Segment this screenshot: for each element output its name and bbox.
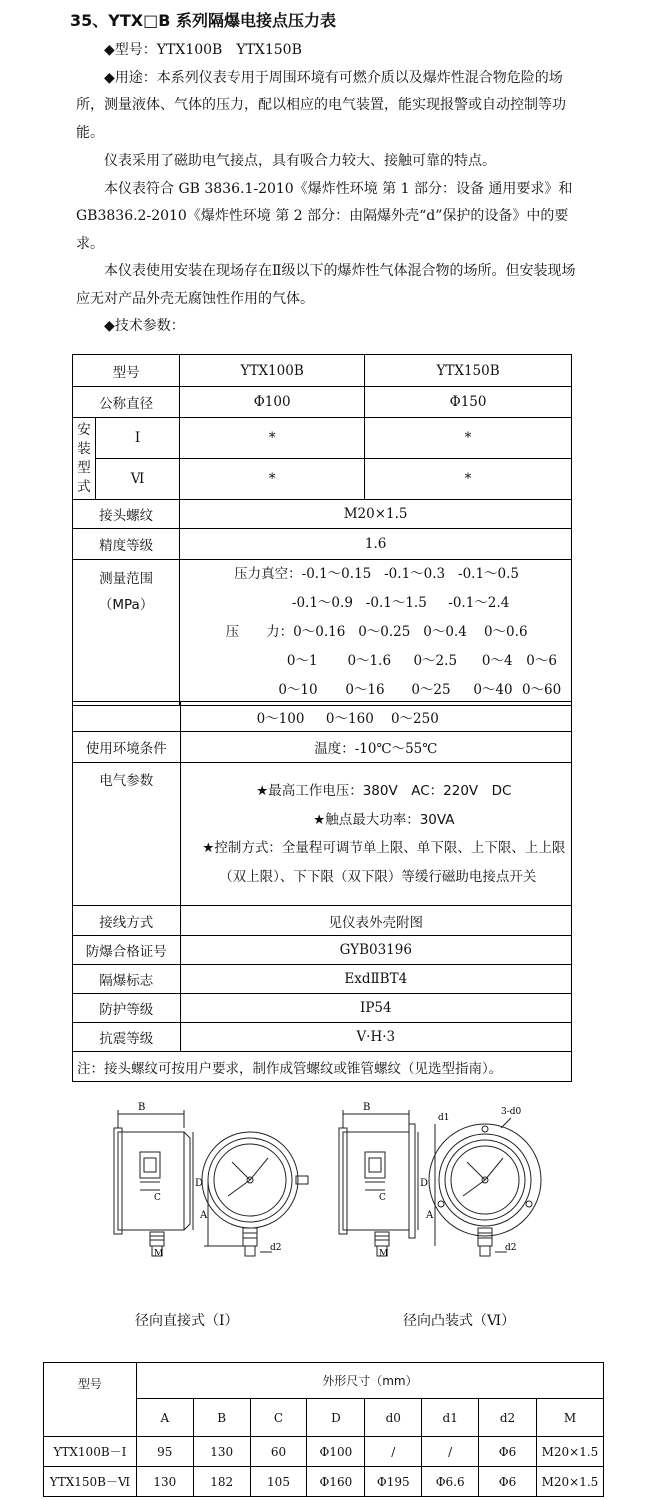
elec-voltage: ★最高工作电压：380V AC：220V DC <box>256 783 512 799</box>
table-row <box>44 1363 604 1399</box>
junction-box <box>140 1152 160 1178</box>
range-p-row-3: 0～10 0～16 0～25 0～40 0～60 <box>278 682 562 698</box>
table-row <box>73 994 572 1023</box>
range-p-row-2: 0～1 0～1.6 0～2.5 0～4 0～6 <box>286 653 557 669</box>
model-1: YTX100B <box>180 355 365 387</box>
range-vac-row-2: -0.1～0.9 -0.1～1.5 -0.1～2.4 <box>291 595 510 611</box>
label-m: M <box>154 1249 164 1259</box>
table-row <box>73 906 572 936</box>
shock-value: V·H·3 <box>180 1023 571 1052</box>
dim-header: d1 <box>422 1399 479 1437</box>
dim-row-model: YTX150B－Ⅵ <box>44 1467 137 1497</box>
label-d2: d2 <box>270 1243 282 1253</box>
shock-label: 抗震等级 <box>73 1023 181 1052</box>
env-label: 使用环境条件 <box>73 732 181 763</box>
dim-header: B <box>193 1399 250 1437</box>
diameter-label: 公称直径 <box>73 387 180 418</box>
thread-value: M20×1.5 <box>180 500 572 529</box>
front-socket <box>478 1228 492 1246</box>
table-row <box>73 732 572 763</box>
caption-radial-flange: 径向凸装式（Ⅵ） <box>403 1313 516 1329</box>
side-body <box>343 1132 409 1230</box>
feature-paragraph: 仪表采用了磁助电气接点，具有吸合力较大、接触可靠的特点。 <box>104 153 496 169</box>
ip-value: IP54 <box>180 994 571 1023</box>
thread-label: 接头螺纹 <box>73 500 180 529</box>
table-row: YTX150B－Ⅵ 130 182 105 Φ160 Φ195 Φ6.6 Φ6 M20×1.5 <box>44 1467 604 1497</box>
label-m: M <box>379 1249 389 1259</box>
dim-header: d2 <box>479 1399 537 1437</box>
dimension-table <box>43 1362 604 1497</box>
mount-values-2: * * <box>365 418 572 500</box>
table-row <box>73 702 572 732</box>
dim-header: A <box>136 1399 193 1437</box>
label-3d0: 3-d0 <box>501 1107 522 1117</box>
table-row <box>73 500 572 529</box>
application-paragraph: 本仪表使用安装在现场存在Ⅱ级以下的爆炸性气体混合物的场所。但安装现场应无对产品外壳无腐蚀性作用的气体。 <box>76 263 576 307</box>
table-row <box>73 936 572 965</box>
diameter-1: Φ100 <box>180 387 365 418</box>
ip-label: 防护等级 <box>73 994 181 1023</box>
front-socket <box>243 1228 257 1246</box>
spec-note: 注：接头螺纹可按用户要求，制作成管螺纹或锥管螺纹（见选型指南）。 <box>73 1052 572 1082</box>
dim-header: M <box>536 1399 603 1437</box>
range-vac-row-1: 压力真空：-0.1～0.15 -0.1～0.3 -0.1～0.5 <box>234 566 520 582</box>
table-row: YTX100B－Ⅰ 95 130 60 Φ100 / / Φ6 M20×1.5 <box>44 1437 604 1467</box>
dim-row-model: YTX100B－Ⅰ <box>44 1437 137 1467</box>
tech-label: ◆技术参数： <box>104 318 185 334</box>
caption-radial-direct: 径向直接式（Ⅰ） <box>135 1313 239 1329</box>
range-label-cell <box>73 560 180 706</box>
label-a: A <box>200 1210 208 1221</box>
figure-radial-direct <box>100 1100 320 1260</box>
spec-table-1 <box>72 354 572 706</box>
label-d: D <box>420 1178 429 1189</box>
dim-model-label: 型号 <box>44 1363 137 1437</box>
model-line: ◆型号：YTX100B YTX150B <box>104 42 302 58</box>
mount-values-1: * * <box>180 418 365 500</box>
range-values <box>180 560 572 706</box>
junction-box <box>365 1152 385 1178</box>
mount-type-2: Ⅵ <box>130 471 145 487</box>
range-continued: 0～100 0～160 0～250 <box>180 702 571 732</box>
figure-radial-flange <box>325 1100 550 1260</box>
table-row <box>73 387 572 418</box>
table-row <box>73 418 572 500</box>
label-a: A <box>426 1210 434 1221</box>
model-label: 型号 <box>73 355 180 387</box>
table-row <box>73 560 572 706</box>
mount-flange <box>409 1124 415 1238</box>
label-d: D <box>195 1178 204 1189</box>
mount-type-1: Ⅰ <box>96 418 179 459</box>
label-c: C <box>154 1193 161 1203</box>
exmark-label: 隔爆标志 <box>73 965 181 994</box>
intro-text <box>76 37 576 341</box>
model-2: YTX150B <box>365 355 572 387</box>
table-row <box>73 763 572 906</box>
elec-label: 电气参数 <box>73 763 181 906</box>
label-b: B <box>138 1102 146 1113</box>
elec-control: ★控制方式：全量程可调节单上限、单下限、上下限、上上限（双上限）、下下限（双下限）等缓行磁助电接点开关 <box>202 840 566 885</box>
elec-power: ★触点最大功率：30VA <box>313 811 455 828</box>
wiring-value: 见仪表外壳附图 <box>180 906 571 936</box>
table-row <box>73 355 572 387</box>
wiring-label: 接线方式 <box>73 906 181 936</box>
table-row <box>73 1023 572 1052</box>
page-title: 35、YTX□B 系列隔爆电接点压力表 <box>70 11 336 30</box>
side-body <box>118 1132 184 1230</box>
env-value: 温度：-10℃～55℃ <box>180 732 571 763</box>
dim-header: C <box>250 1399 307 1437</box>
side-socket <box>150 1232 164 1246</box>
table-row <box>73 965 572 994</box>
diameter-2: Φ150 <box>365 387 572 418</box>
spec-table-2 <box>72 701 572 1082</box>
range-unit: （MPa） <box>98 597 154 613</box>
usage-paragraph: ◆用途：本系列仪表专用于周围环境有可燃介质以及爆炸性混合物危险的场所，测量液体、气体的压力，配以相应的电气装置，能实现报警或自动控制等功能。 <box>76 69 566 141</box>
table-row <box>73 529 572 560</box>
cert-label: 防爆合格证号 <box>73 936 181 965</box>
dim-group-label: 外形尺寸（mm） <box>136 1363 603 1399</box>
accuracy-value: 1.6 <box>180 529 572 560</box>
range-label: 测量范围 <box>99 571 154 587</box>
standard-paragraph: 本仪表符合 GB 3836.1-2010《爆炸性环境 第 1 部分：设备 通用要求》和 GB3836.2-2010《爆炸性环境 第 2 部分：由隔爆外壳“d”保护的设备》中的要求。 <box>76 180 573 252</box>
label-d2: d2 <box>505 1243 517 1253</box>
range-continued-label <box>73 702 181 732</box>
accuracy-label: 精度等级 <box>73 529 180 560</box>
label-b: B <box>363 1102 371 1113</box>
dim-header: D <box>307 1399 365 1437</box>
label-d1: d1 <box>438 1113 450 1123</box>
mount-label: 安 装 型 式 <box>73 418 96 499</box>
exmark-value: ExdⅡBT4 <box>180 965 571 994</box>
table-row <box>73 1052 572 1082</box>
cert-value: GYB03196 <box>180 936 571 965</box>
mount-cell <box>73 418 180 500</box>
range-p-row-1: 压 力：0～0.16 0～0.25 0～0.4 0～0.6 <box>225 624 528 640</box>
elec-values <box>180 763 571 906</box>
label-c: C <box>379 1193 386 1203</box>
dim-header: d0 <box>365 1399 422 1437</box>
